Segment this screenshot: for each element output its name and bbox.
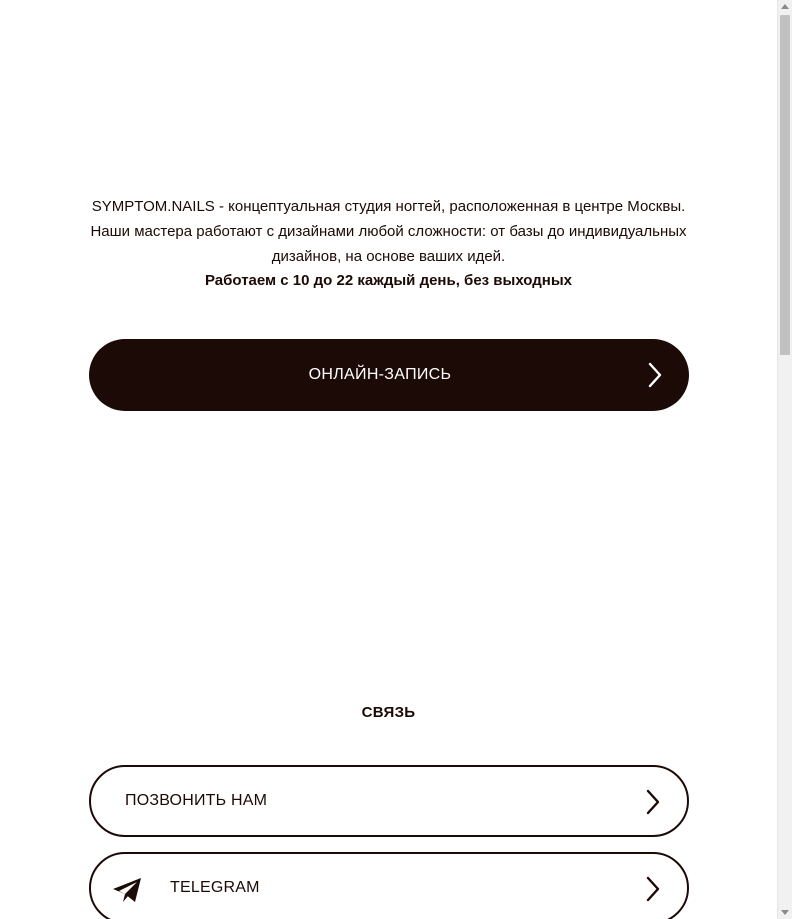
call-us-button[interactable] bbox=[89, 765, 689, 837]
working-hours: Работаем с 10 до 22 каждый день, без выходных bbox=[205, 272, 572, 289]
telegram-label: TELEGRAM bbox=[170, 879, 260, 896]
chevron-right-icon bbox=[645, 361, 665, 389]
scroll-thumb[interactable] bbox=[780, 15, 790, 355]
contacts-title: СВЯЗЬ bbox=[361, 704, 416, 721]
online-booking-button[interactable] bbox=[89, 339, 689, 411]
scrollbar[interactable] bbox=[777, 0, 792, 919]
call-us-label: ПОЗВОНИТЬ НАМ bbox=[125, 792, 268, 809]
telegram-icon bbox=[111, 876, 143, 904]
telegram-button[interactable] bbox=[89, 852, 689, 919]
scroll-up-arrow-icon[interactable] bbox=[781, 4, 789, 9]
about-description: SYMPTOM.NAILS - концептуальная студия ногтей, расположенная в центре Москвы. Наши мастера работают с дизайнами любой сложности: от базы до индивидуальных дизайнов, на основе ваших идей. bbox=[90, 198, 687, 265]
chevron-right-icon bbox=[643, 788, 663, 816]
chevron-right-icon bbox=[643, 875, 663, 903]
scroll-down-arrow-icon[interactable] bbox=[781, 910, 789, 915]
online-booking-label: ОНЛАЙН-ЗАПИСЬ bbox=[308, 366, 452, 383]
